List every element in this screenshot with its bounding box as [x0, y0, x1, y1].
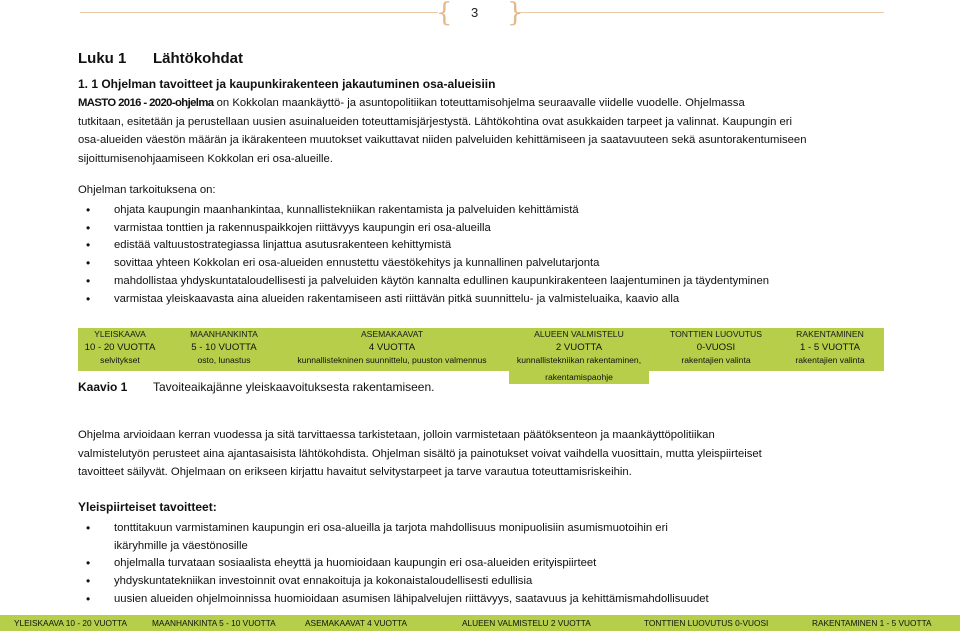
- timeline-value: 5 - 10 VUOTTA: [191, 342, 257, 353]
- list-item: • varmistaa tonttien ja rakennuspaikkojen riittävyys kaupungin eri osa-alueilla: [78, 220, 769, 238]
- section-heading: 1. 1 Ohjelman tavoitteet ja kaupunkirakenteen jakautuminen osa-alueisiin: [78, 77, 496, 91]
- footer-item: RAKENTAMINEN 1 - 5 VUOTTA: [812, 618, 932, 628]
- timeline-sub: osto, lunastus: [197, 355, 251, 365]
- review-line-3: tavoitteet säilyvät. Ohjelmaan on erikseen kirjattu havaitut selvitystarpeet ja tarve varautua toteuttamisriskeihin.: [78, 466, 632, 478]
- timeline-column-asemakaavat: [284, 328, 500, 367]
- review-line-1: Ohjelma arvioidaan kerran vuodessa ja sitä tarvittaessa tarkistetaan, jolloin varmistetaan päätöksenteon ja maankäyttöpolitiikan: [78, 429, 715, 441]
- timeline-sub: kunnallistekninen suunnittelu, puuston valmennus: [297, 355, 487, 365]
- intro-line-4: sijoittumisenohjaamiseen Kokkolan eri osa-alueille.: [78, 152, 333, 165]
- footer-item: MAANHANKINTA 5 - 10 VUOTTA: [152, 618, 276, 628]
- timeline-column-yleiskaava: [78, 328, 162, 367]
- figure-caption: [78, 380, 435, 394]
- timeline-head: RAKENTAMINEN: [796, 329, 864, 339]
- footer-item: TONTTIEN LUOVUTUS 0-VUOSI: [644, 618, 769, 628]
- footer-item: ALUEEN VALMISTELU 2 VUOTTA: [462, 618, 591, 628]
- timeline-column-rakentaminen: [780, 328, 880, 367]
- header-rule-left: [80, 12, 438, 13]
- list-item: • mahdollistaa yhdyskuntataloudellisesti ja palveluiden käytön kannalta edullinen kaupunkirakenteen laajentuminen ja täydentyminen: [78, 273, 769, 291]
- intro-line-1-text: on Kokkolan maankäyttö- ja asuntopolitiikan toteuttamisohjelma seuraavalle viidelle vuodelle. Ohjelmassa: [213, 97, 745, 109]
- intro-line-2: tutkitaan, esitetään ja perustellaan uusien asuinalueiden toteuttamisjärjestystä. Lähtökohtina ovat asukkaiden tarpeet ja valinnat. Kaupungin eri: [78, 115, 793, 128]
- footer-item: YLEISKAAVA 10 - 20 VUOTTA: [14, 618, 127, 628]
- timeline-column-maanhankinta: [176, 328, 272, 367]
- timeline-bar: [78, 328, 884, 371]
- timeline-value: 2 VUOTTA: [555, 342, 603, 353]
- list-item: • tonttitakuun varmistaminen kaupungin eri osa-alueilla ja tarjota mahdollisuus monipuolisiin asumismuotoihin eri ikäryhmille ja väestönosille: [78, 520, 674, 555]
- timeline-sub: rakentajien valinta: [795, 355, 865, 365]
- list-item: • edistää valtuustostrategiassa linjattua asutusrakenteen kehittymistä: [78, 237, 769, 255]
- timeline-sub: kunnallistekniikan rakentaminen,: [516, 355, 642, 365]
- chapter-heading: [78, 50, 243, 67]
- footer-item: ASEMAKAAVAT 4 VUOTTA: [305, 618, 408, 628]
- timeline-head: ALUEEN VALMISTELU: [534, 329, 624, 339]
- list-item: • yhdyskuntatekniikan investoinnit ovat ennakoituja ja kokonaistaloudellisesti edullisia: [78, 573, 709, 591]
- timeline-head: TONTTIEN LUOVUTUS: [670, 329, 762, 339]
- list-item: • uusien alueiden ohjelmoinnissa huomioidaan asumisen lähipalvelujen riittävyys, saatavuus ja kehittämismahdollisuudet: [78, 591, 709, 609]
- timeline-head: YLEISKAAVA: [94, 329, 146, 339]
- timeline-column-alueen-valmistelu: [509, 328, 649, 367]
- purpose-intro: Ohjelman tarkoituksena on:: [78, 184, 216, 196]
- caption-text: Tavoiteaikajänne yleiskaavoituksesta rakentamiseen.: [153, 380, 435, 394]
- goals-heading: Yleispiirteiset tavoitteet:: [78, 500, 217, 514]
- timeline-value: 1 - 5 VUOTTA: [799, 342, 861, 353]
- goals-list: [78, 520, 709, 609]
- intro-paragraph: [78, 94, 878, 168]
- chapter-number: Luku 1: [78, 50, 127, 67]
- purpose-list: [78, 202, 769, 308]
- intro-line-1: [78, 94, 878, 113]
- review-line-2: valmistelutyön perusteet aina ajantasaisista lähtökohdista. Ohjelman sisältö ja painotukset voivat vaihdella vuosittain, mutta yleispiirteiset: [78, 447, 762, 460]
- footer-timeline-band: [0, 615, 960, 631]
- caption-label: Kaavio 1: [78, 380, 128, 394]
- timeline-value: 10 - 20 VUOTTA: [84, 342, 156, 353]
- timeline-head: MAANHANKINTA: [190, 329, 258, 339]
- right-brace-ornament: }: [507, 0, 524, 28]
- program-name: MASTO 2016 - 2020-ohjelma: [78, 97, 214, 109]
- left-brace-ornament: {: [436, 0, 453, 28]
- timeline-sub: selvitykset: [100, 355, 140, 365]
- list-item: • varmistaa yleiskaavasta aina alueiden rakentamiseen asti riittävän pitkä suunnittelu- ja valmisteluaika, kaavio alla: [78, 291, 769, 309]
- list-item: • sovittaa yhteen Kokkolan eri osa-alueiden ennustettu väestökehitys ja kunnallinen palvelutarjonta: [78, 255, 769, 273]
- page-number: 3: [471, 5, 479, 20]
- timeline-value: 0-VUOSI: [696, 342, 736, 353]
- timeline-value: 4 VUOTTA: [368, 342, 416, 353]
- header-rule-right: [518, 12, 884, 13]
- review-paragraph: [78, 426, 878, 482]
- intro-line-3: osa-alueiden väestön määrän ja ikärakenteen muutokset vaikuttavat niiden palveluiden kehittämiseen ja saatavuuteen sekä asuntorakentumiseen: [78, 134, 807, 146]
- timeline-column-tonttien-luovutus: [662, 328, 770, 367]
- timeline-head: ASEMAKAAVAT: [360, 329, 424, 339]
- timeline-sub-continued: rakentamispaohje: [509, 371, 649, 384]
- chapter-title: Lähtökohdat: [153, 50, 243, 67]
- timeline-sub: rakentajien valinta: [681, 355, 751, 365]
- list-item: • ohjata kaupungin maanhankintaa, kunnallistekniikan rakentamista ja palveluiden kehittämistä: [78, 202, 769, 220]
- list-item: • ohjelmalla turvataan sosiaalista eheyttä ja huomioidaan kaupungin eri osa-alueiden erityispiirteet: [78, 555, 709, 573]
